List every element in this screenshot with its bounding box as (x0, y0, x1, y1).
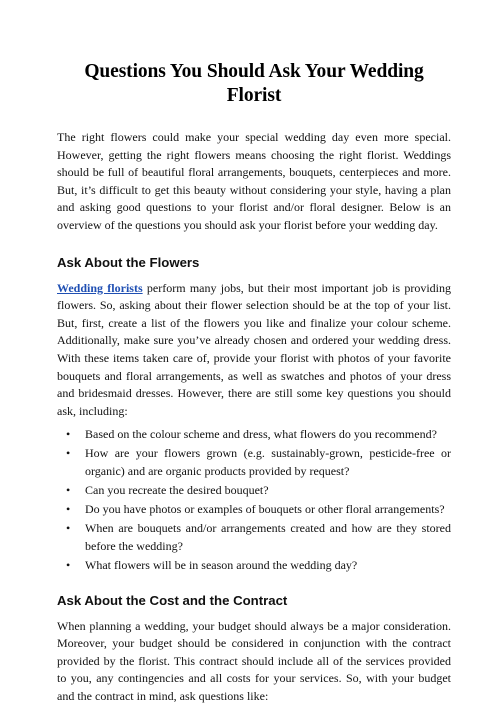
list-item (57, 482, 451, 500)
list-item (57, 520, 451, 555)
list-item-text: When are bouquets and/or arrangements created and how are they stored before the wedding? (85, 521, 451, 553)
bullet-icon: • (66, 521, 71, 536)
list-item-text: What flowers will be in season around the wedding day? (85, 557, 358, 572)
intro-paragraph: The right flowers could make your special wedding day even more special. However, getting the right flowers means choosing the right florist. Weddings should be full of beautiful floral arrangements, bouquets, centerpieces and more. But, it’s difficult to get this beauty without considering your style, having a plan and asking good questions to your florist and/or floral designer. Below is an overview of the questions you should ask your florist before your wedding day. (57, 130, 451, 232)
cost-paragraph: When planning a wedding, your budget should always be a major consideration. Moreover, your budget should be considered in conjunction with the contract provided by the florist. This contract should include all of the services provided to you, any contingencies and all costs for your services. So, with your budget and the contract in mind, ask questions like: (57, 618, 451, 703)
section-heading-cost: Ask About the Cost and the Contract (57, 592, 288, 608)
bullet-icon: • (66, 427, 71, 442)
list-item-text: Do you have photos or examples of bouquets or other floral arrangements? (85, 502, 445, 517)
list-item-text: Based on the colour scheme and dress, what flowers do you recommend? (85, 427, 437, 442)
list-item (57, 426, 451, 444)
bullet-icon: • (66, 446, 71, 461)
flowers-paragraph-text: perform many jobs, but their most important job is providing flowers. So, asking about their flower selection should be at the top of your list. But, first, create a list of the flowers you like and finalize your colour scheme. Additionally, make sure you’ve already chosen and ordered your wedding dress. With these items taken care of, provide your florist with photos of your favorite bouquets and floral arrangements, as well as swatches and photos of your dress and bridesmaid dresses. However, there are still some key questions you should ask, including: (57, 280, 451, 418)
bullet-icon: • (66, 557, 71, 572)
section-heading-flowers: Ask About the Flowers (57, 254, 200, 270)
flowers-question-list (57, 426, 451, 574)
flowers-paragraph (57, 280, 451, 421)
list-item (57, 501, 451, 519)
wedding-florists-link[interactable]: Wedding florists (57, 280, 143, 295)
list-item (57, 557, 451, 575)
list-item-text: How are your flowers grown (e.g. sustainably-grown, pesticide-free or organic) and are organic products provided by request? (85, 446, 451, 478)
bullet-icon: • (66, 502, 71, 517)
list-item-text: Can you recreate the desired bouquet? (85, 483, 269, 498)
document-title: Questions You Should Ask Your Wedding Florist (84, 61, 424, 106)
list-item (57, 445, 451, 480)
bullet-icon: • (66, 483, 71, 498)
